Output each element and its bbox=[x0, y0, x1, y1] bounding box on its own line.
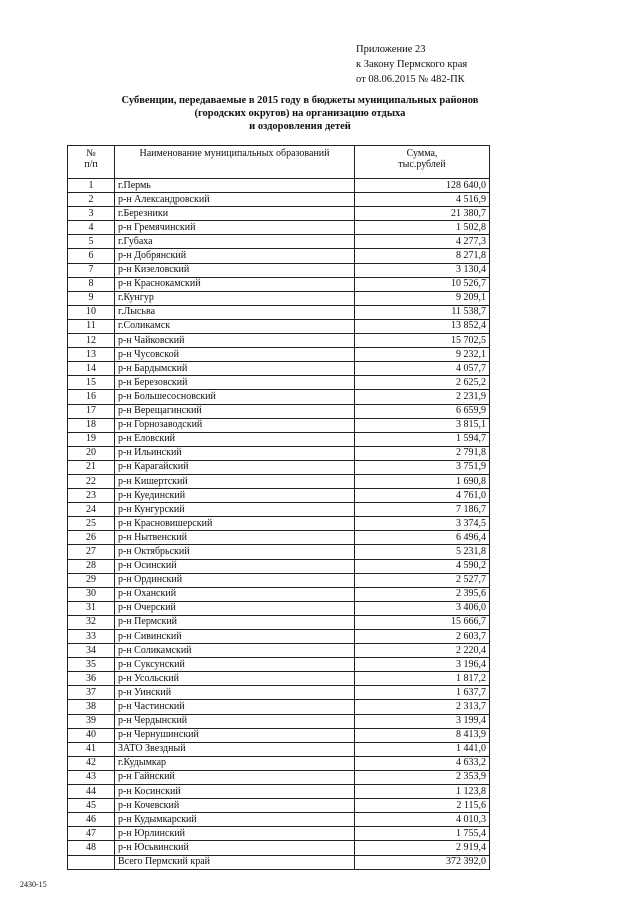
row-sum: 4 516,9 bbox=[355, 193, 490, 207]
row-number: 13 bbox=[68, 348, 115, 362]
row-name: г.Губаха bbox=[115, 235, 355, 249]
row-name: р-н Добрянский bbox=[115, 249, 355, 263]
title-line-2: (городских округов) на организацию отдыха bbox=[194, 108, 406, 119]
row-number: 34 bbox=[68, 644, 115, 658]
row-name: р-н Краснокамский bbox=[115, 277, 355, 291]
row-sum: 2 603,7 bbox=[355, 630, 490, 644]
row-name: г.Кунгур bbox=[115, 291, 355, 305]
header-sum-line2: тыс.рублей bbox=[398, 159, 446, 170]
table-row bbox=[68, 770, 490, 784]
table-row bbox=[68, 559, 490, 573]
row-name: р-н Карагайский bbox=[115, 460, 355, 474]
table-row bbox=[68, 728, 490, 742]
table-row bbox=[68, 334, 490, 348]
row-name: р-н Ильинский bbox=[115, 446, 355, 460]
table-row bbox=[68, 404, 490, 418]
row-number: 28 bbox=[68, 559, 115, 573]
row-name: р-н Уинский bbox=[115, 686, 355, 700]
row-number: 35 bbox=[68, 658, 115, 672]
row-sum: 5 231,8 bbox=[355, 545, 490, 559]
total-label: Всего Пермский край bbox=[115, 855, 355, 869]
row-sum: 1 441,0 bbox=[355, 742, 490, 756]
row-name: р-н Бардымский bbox=[115, 362, 355, 376]
row-number: 48 bbox=[68, 841, 115, 855]
row-name: р-н Юрлинский bbox=[115, 827, 355, 841]
row-sum: 3 196,4 bbox=[355, 658, 490, 672]
row-name: г.Лысьва bbox=[115, 305, 355, 319]
table-row bbox=[68, 305, 490, 319]
document-title bbox=[90, 94, 510, 133]
total-sum: 372 392,0 bbox=[355, 855, 490, 869]
row-number: 31 bbox=[68, 601, 115, 615]
row-sum: 2 625,2 bbox=[355, 376, 490, 390]
row-sum: 4 590,2 bbox=[355, 559, 490, 573]
row-sum: 4 010,3 bbox=[355, 813, 490, 827]
row-sum: 15 702,5 bbox=[355, 334, 490, 348]
table-row bbox=[68, 291, 490, 305]
title-line-1: Субвенции, передаваемые в 2015 году в бюджеты муниципальных районов bbox=[121, 95, 479, 106]
header-number-line2: п/п bbox=[84, 159, 98, 170]
table-row bbox=[68, 630, 490, 644]
table-row bbox=[68, 221, 490, 235]
row-sum: 13 852,4 bbox=[355, 319, 490, 333]
row-name: р-н Чернушинский bbox=[115, 728, 355, 742]
header-sum bbox=[355, 146, 490, 179]
row-sum: 4 057,7 bbox=[355, 362, 490, 376]
row-number: 6 bbox=[68, 249, 115, 263]
table-row bbox=[68, 742, 490, 756]
table-row bbox=[68, 193, 490, 207]
table-row bbox=[68, 489, 490, 503]
table-total-row bbox=[68, 855, 490, 869]
table-row bbox=[68, 615, 490, 629]
table-row bbox=[68, 799, 490, 813]
row-number: 32 bbox=[68, 615, 115, 629]
row-name: р-н Гремячинский bbox=[115, 221, 355, 235]
table-row bbox=[68, 813, 490, 827]
header-number-line1: № bbox=[86, 148, 96, 159]
row-sum: 2 313,7 bbox=[355, 700, 490, 714]
row-name: г.Пермь bbox=[115, 179, 355, 193]
row-name: р-н Кочевский bbox=[115, 799, 355, 813]
table-row bbox=[68, 841, 490, 855]
row-sum: 2 220,4 bbox=[355, 644, 490, 658]
table-row bbox=[68, 517, 490, 531]
header-sum-line1: Сумма, bbox=[406, 148, 438, 159]
table-row bbox=[68, 263, 490, 277]
row-sum: 1 502,8 bbox=[355, 221, 490, 235]
table-row bbox=[68, 460, 490, 474]
row-number: 42 bbox=[68, 756, 115, 770]
table-row bbox=[68, 545, 490, 559]
row-number: 10 bbox=[68, 305, 115, 319]
row-number: 8 bbox=[68, 277, 115, 291]
table-row bbox=[68, 348, 490, 362]
row-name: р-н Усольский bbox=[115, 672, 355, 686]
row-sum: 3 130,4 bbox=[355, 263, 490, 277]
row-number: 26 bbox=[68, 531, 115, 545]
row-name: р-н Кудымкарский bbox=[115, 813, 355, 827]
row-name: р-н Александровский bbox=[115, 193, 355, 207]
row-number: 19 bbox=[68, 432, 115, 446]
row-sum: 21 380,7 bbox=[355, 207, 490, 221]
row-number: 39 bbox=[68, 714, 115, 728]
row-number: 5 bbox=[68, 235, 115, 249]
table-row bbox=[68, 587, 490, 601]
table-row bbox=[68, 827, 490, 841]
row-name: р-н Очерский bbox=[115, 601, 355, 615]
row-number: 36 bbox=[68, 672, 115, 686]
row-number: 22 bbox=[68, 474, 115, 488]
row-number: 25 bbox=[68, 517, 115, 531]
table-row bbox=[68, 179, 490, 193]
row-name: г.Кудымкар bbox=[115, 756, 355, 770]
row-sum: 6 496,4 bbox=[355, 531, 490, 545]
row-name: р-н Октябрьский bbox=[115, 545, 355, 559]
row-sum: 1 637,7 bbox=[355, 686, 490, 700]
row-sum: 3 751,9 bbox=[355, 460, 490, 474]
row-name: р-н Юсьвинский bbox=[115, 841, 355, 855]
header-name: Наименование муниципальных образований bbox=[115, 146, 355, 179]
row-number: 17 bbox=[68, 404, 115, 418]
header-number bbox=[68, 146, 115, 179]
appendix-reference bbox=[356, 42, 467, 87]
row-name: р-н Оханский bbox=[115, 587, 355, 601]
table-row bbox=[68, 644, 490, 658]
table-row bbox=[68, 319, 490, 333]
table-row bbox=[68, 474, 490, 488]
row-number: 18 bbox=[68, 418, 115, 432]
row-sum: 2 231,9 bbox=[355, 390, 490, 404]
row-number: 38 bbox=[68, 700, 115, 714]
row-sum: 9 232,1 bbox=[355, 348, 490, 362]
table-row bbox=[68, 531, 490, 545]
row-sum: 9 209,1 bbox=[355, 291, 490, 305]
row-name: р-н Кунгурский bbox=[115, 503, 355, 517]
table-header-row bbox=[68, 146, 490, 179]
row-number: 14 bbox=[68, 362, 115, 376]
row-name: р-н Ординский bbox=[115, 573, 355, 587]
row-name: р-н Куединский bbox=[115, 489, 355, 503]
appendix-date: от 08.06.2015 № 482-ПК bbox=[356, 74, 465, 85]
table-row bbox=[68, 714, 490, 728]
table-row bbox=[68, 207, 490, 221]
table-row bbox=[68, 700, 490, 714]
row-name: г.Березники bbox=[115, 207, 355, 221]
row-number: 24 bbox=[68, 503, 115, 517]
row-name: р-н Соликамский bbox=[115, 644, 355, 658]
row-sum: 6 659,9 bbox=[355, 404, 490, 418]
row-number: 1 bbox=[68, 179, 115, 193]
row-number: 40 bbox=[68, 728, 115, 742]
row-number: 45 bbox=[68, 799, 115, 813]
table-row bbox=[68, 376, 490, 390]
row-name: р-н Гайнский bbox=[115, 770, 355, 784]
row-name: р-н Сивинский bbox=[115, 630, 355, 644]
row-name: р-н Чусовской bbox=[115, 348, 355, 362]
row-name: р-н Пермский bbox=[115, 615, 355, 629]
row-number: 41 bbox=[68, 742, 115, 756]
table-row bbox=[68, 446, 490, 460]
row-name: р-н Чайковский bbox=[115, 334, 355, 348]
row-name: г.Соликамск bbox=[115, 319, 355, 333]
table-row bbox=[68, 249, 490, 263]
table-row bbox=[68, 756, 490, 770]
row-sum: 1 817,2 bbox=[355, 672, 490, 686]
row-sum: 2 115,6 bbox=[355, 799, 490, 813]
row-number: 29 bbox=[68, 573, 115, 587]
row-sum: 1 690,8 bbox=[355, 474, 490, 488]
subventions-table bbox=[67, 145, 490, 870]
row-name: р-н Горнозаводский bbox=[115, 418, 355, 432]
row-sum: 2 395,6 bbox=[355, 587, 490, 601]
table-row bbox=[68, 418, 490, 432]
row-number: 4 bbox=[68, 221, 115, 235]
row-number: 16 bbox=[68, 390, 115, 404]
row-number: 46 bbox=[68, 813, 115, 827]
row-sum: 4 277,3 bbox=[355, 235, 490, 249]
table-row bbox=[68, 277, 490, 291]
row-name: р-н Красновишерский bbox=[115, 517, 355, 531]
title-line-3: и оздоровления детей bbox=[249, 121, 351, 132]
row-number: 43 bbox=[68, 770, 115, 784]
row-name: р-н Кизеловский bbox=[115, 263, 355, 277]
table-row bbox=[68, 235, 490, 249]
row-number: 23 bbox=[68, 489, 115, 503]
row-number: 15 bbox=[68, 376, 115, 390]
table-row bbox=[68, 573, 490, 587]
row-name: р-н Чердынский bbox=[115, 714, 355, 728]
row-sum: 2 527,7 bbox=[355, 573, 490, 587]
row-sum: 128 640,0 bbox=[355, 179, 490, 193]
table-row bbox=[68, 658, 490, 672]
appendix-number: Приложение 23 bbox=[356, 44, 426, 55]
row-name: р-н Березовский bbox=[115, 376, 355, 390]
row-sum: 3 815,1 bbox=[355, 418, 490, 432]
row-sum: 1 123,8 bbox=[355, 785, 490, 799]
table-row bbox=[68, 390, 490, 404]
document-code: 2430-15 bbox=[20, 880, 47, 889]
row-number: 20 bbox=[68, 446, 115, 460]
row-number: 37 bbox=[68, 686, 115, 700]
row-sum: 4 761,0 bbox=[355, 489, 490, 503]
row-name: р-н Суксунский bbox=[115, 658, 355, 672]
table-row bbox=[68, 601, 490, 615]
row-number: 9 bbox=[68, 291, 115, 305]
row-number: 21 bbox=[68, 460, 115, 474]
table-row bbox=[68, 432, 490, 446]
row-number: 12 bbox=[68, 334, 115, 348]
row-name: р-н Частинский bbox=[115, 700, 355, 714]
table-row bbox=[68, 362, 490, 376]
row-number: 27 bbox=[68, 545, 115, 559]
row-name: р-н Кишертский bbox=[115, 474, 355, 488]
table-row bbox=[68, 503, 490, 517]
row-sum: 15 666,7 bbox=[355, 615, 490, 629]
row-sum: 1 594,7 bbox=[355, 432, 490, 446]
row-name: р-н Осинский bbox=[115, 559, 355, 573]
row-name: р-н Верещагинский bbox=[115, 404, 355, 418]
row-number: 30 bbox=[68, 587, 115, 601]
row-number: 2 bbox=[68, 193, 115, 207]
row-sum: 4 633,2 bbox=[355, 756, 490, 770]
row-name: р-н Еловский bbox=[115, 432, 355, 446]
row-sum: 2 353,9 bbox=[355, 770, 490, 784]
row-sum: 3 199,4 bbox=[355, 714, 490, 728]
table-row bbox=[68, 785, 490, 799]
row-name: р-н Косинский bbox=[115, 785, 355, 799]
row-sum: 11 538,7 bbox=[355, 305, 490, 319]
appendix-law: к Закону Пермского края bbox=[356, 59, 468, 70]
row-sum: 1 755,4 bbox=[355, 827, 490, 841]
table-row bbox=[68, 686, 490, 700]
row-sum: 10 526,7 bbox=[355, 277, 490, 291]
row-name: р-н Большесосновский bbox=[115, 390, 355, 404]
row-sum: 3 406,0 bbox=[355, 601, 490, 615]
row-sum: 2 791,8 bbox=[355, 446, 490, 460]
row-number: 7 bbox=[68, 263, 115, 277]
row-sum: 8 271,8 bbox=[355, 249, 490, 263]
row-sum: 2 919,4 bbox=[355, 841, 490, 855]
row-number: 11 bbox=[68, 319, 115, 333]
row-number: 47 bbox=[68, 827, 115, 841]
row-name: р-н Нытвенский bbox=[115, 531, 355, 545]
row-sum: 7 186,7 bbox=[355, 503, 490, 517]
row-name: ЗАТО Звездный bbox=[115, 742, 355, 756]
table-row bbox=[68, 672, 490, 686]
row-sum: 3 374,5 bbox=[355, 517, 490, 531]
row-number: 44 bbox=[68, 785, 115, 799]
table-body bbox=[68, 179, 490, 856]
row-number: 33 bbox=[68, 630, 115, 644]
total-number-cell bbox=[68, 855, 115, 869]
row-sum: 8 413,9 bbox=[355, 728, 490, 742]
row-number: 3 bbox=[68, 207, 115, 221]
